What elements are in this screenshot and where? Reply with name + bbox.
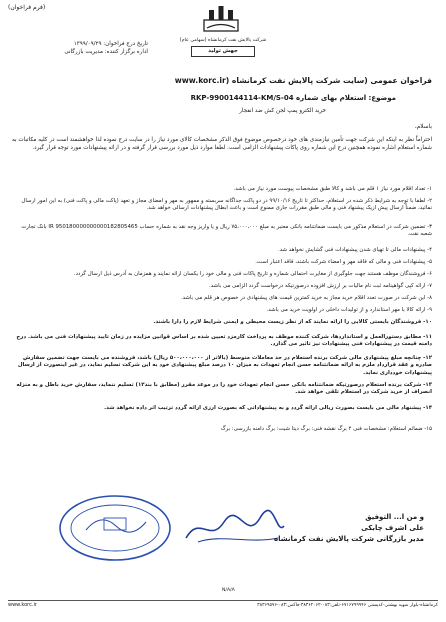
condition-item: ۲- لطفا با توجه به شرایط ذکر شده در استعلام، حداکثر تا تاریخ ۹۹/۱۰/۱۶ در دو پاکت جداگانه سربسته و ممهور به مهر و امضای مجاز و تعهد (پاکت مالی و پاکت فنی) به این امور ارسال نمائید، ضمناً ارسال پیش ازیک پیشنهاد فنی و مالی طبق مقررات جاری ممنوع است و باعث ابطال پیشنهادات ارسالی خواهد شد. [21,198,432,212]
condition-item: ۹- ارائه کالا با مهر استاندارد و از تولیدات داخلی در اولویت خرید می باشد. [266,307,432,313]
condition-item: ۵- پیشنهادات فنی و مالی که فاقد مهر و امضاء شرکت باشند، فاقد اعتبار است. [255,259,432,265]
footer-website: www.korc.ir [8,602,37,608]
condition-item: ۸- این شرکت در صورت تعدد اقلام خرید مجاز به خرید کمترین قیمت های پیشنهادی در خصوص هر قلم می باشد. [180,295,432,301]
condition-item: ۱۲- چنانچه مبلغ پیشنهادی مالی شرکت برنده استعلام در حد معاملات متوسط (بالاتر از ۵۰۰،۰۰۰،۰۰۰ ریال) باشد، فروشنده می بایست جهت تضمین سفارش صادره و عقد قرارداد ملزم به ارائه ضمانتنامه حسن انجام تعهدات به میزان ۱۰ درصد مبلغ پیشنهادی خود به این شرکت تسلیم نماید، در غیر اینصورت از ارسال پیشنهادات خودداری نماید. [17,355,432,376]
subject-line: موضوع: استعلام بهای شماره RKP-9900144114-KM/S-04 [190,94,396,102]
department-box: جهش تولید [191,46,255,57]
signer-title: مدیر بازرگانی شرکت پالایش نفت کرمانشاه [274,535,424,543]
publish-date: تاریخ درج فراخوان: ۱۳۹۹/۰۹/۲۹ [73,41,148,47]
signer-name: علی اشرف چابکی [361,524,424,532]
na-note: N/A/A [222,588,235,593]
form-tag: (فرم فراخوان) [8,4,46,11]
closing-block [224,512,424,545]
condition-item: ۱۴- پیشنهاد مالی می بایست بصورت ریالی ارائه گردد و به پیشنهاداتی که بصورت ارزی ارائه گردد ترتیب اثر داده نخواهد شد. [104,405,432,411]
intro-paragraph: احتراماً نظر به اینکه این شرکت جهت تأمین نیازمندی های خود درخصوص موضوع فوق الذکر مشخصات کالای مورد نیاز را در سایت درج نموده لذا خواهشمند است در کلیه مکاتبات به شماره استعلام اشاره نموده همچنین درج این شماره روی پاکات پیشنهادات الزامی است. لطفا موارد ذیل مورد بررسی قرار گرفته و در ارائه پیشنهادات مورد توجه قرار گیرد. [12,137,432,152]
footer-address: کرمانشاه-بلوار شهید بهشتی-کدپستی ۶۷۱۶۷۹۹۹۴۶-تلفن:۰۸۳-۳۸۳۶۲۰۶۲-فاکس:۰۸۳-۳۸۳۶۹۵۷۶ [257,603,438,608]
condition-item: ۷- ارائه کپی گواهینامه ثبت نام مالیات بر ارزش افزوده درصورتیکه درخواست گردد الزامی می باشد. [209,283,432,289]
condition-item: ۱۳- شرکت برنده استعلام درصورتیکه ضمانتنامه بانکی حسن انجام تعهدات خود را در موعد مقرر (مطابق با بند۱۲) تسلیم ننماید، سفارش خرید باطل و به منزله انصراف از خرید شرکت در استعلام تلقی خواهد شد. [16,382,432,396]
condition-item: ۱- تعداد اقلام مورد نیاز ۱ قلم می باشد و کالا طبق مشخصات پیوست مورد نیاز می باشد. [233,186,432,192]
publisher: اداره برگزار کننده: مدیریت بازرگانی [64,49,148,55]
condition-item: ۴- پیشنهادات مالی تا تهیای شدن پیشنهادات فنی گشایش نخواهد شد. [278,247,432,253]
subject-subtitle: خرید الکترو پمپ لجن کش ضد انفجار [239,108,326,114]
condition-item: ۶- فروشندگان موظف هستند جهت جلوگیری از مغایرت احتمالی شماره و تاریخ پاکات فنی و مالی خود را یکسان ارائه نمایند و همزمان به آدرس ذیل ارسال گردد. [73,271,432,277]
condition-item: ۱۵- ضمائم استعلام: مشخصات فنی ۲ برگ نقشه فنی: برگ دیتا شیت: برگ دامنه بازرسی: برگ [220,426,432,432]
condition-item: ۱۱- مطابق دستورالعمل و استانداردها، شرکت کننده موظف به پرداخت کارمزد تعیین شده بر اساس قوانین مزایده در زمان تایید پیشنهادات فنی می باشد. درج دامنه قیمت در پیشنهادات فنی پیشنهادات نیز تاثیر می گذارد. [16,334,432,348]
header-meta [8,40,148,56]
condition-item: ۳- تضمین شرکت در استعلام مذکور می بایست ضمانتنامه بانکی معتبر به مبلغ ۷۵،۰۰۰،۰۰۰ ریال و یا واریز وجه نقد به شماره حساب IR 950180000000000182805465 بانک تجارت شعبه نفت. [21,224,432,238]
company-stamp [56,492,174,564]
closing-phrase: و من ا... التوفیق [365,513,424,521]
company-name-small: شرکت پالایش نفت کرمانشاه (سهامی عام) [179,38,267,43]
condition-item: ۱۰- فروشندگان بایستی کالایی را ارائه نمایند که از نظر زیست محیطی و ایمنی شرایط لازم را دارا باشند. [153,319,432,325]
document-title: فراخوان عمومی (سایت شرکت پالایش نفت کرمانشاه (www.korc.ir [174,76,432,85]
greeting: باسلام، [414,124,432,130]
company-logo [201,4,241,32]
footer-divider [8,600,438,601]
